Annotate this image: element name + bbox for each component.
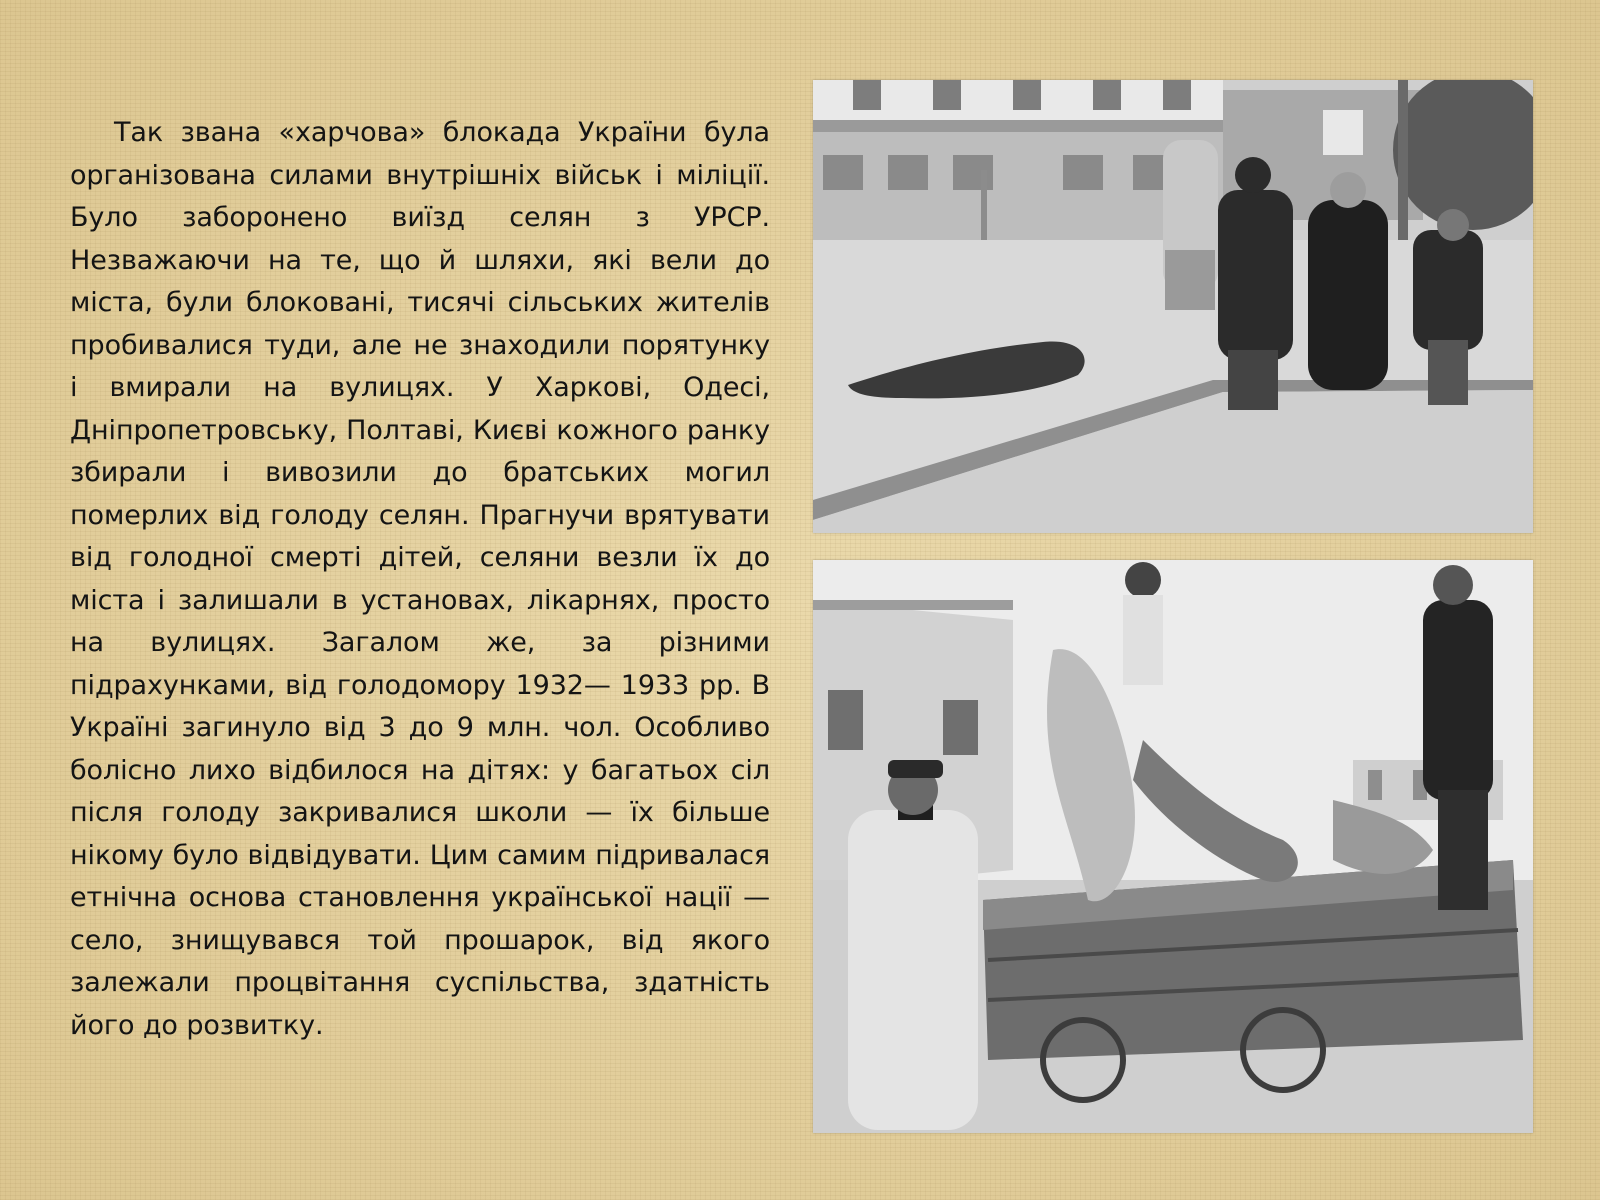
cart-scene-photo — [813, 560, 1533, 1133]
slide-body-text: Так звана «харчова» блокада України була організована силами внутрішніх військ і міліції. Було заборонено виїзд селян з УРСР. Незважаючи на те, що й шляхи, які вели до міста, були блоковані, тисячі сільських жителів пробивалися туди, але не знаходили порятунку і вмирали на вулицях. У Харкові, Одесі, Дніпропетровську, Полтаві, Києві кожного ранку збирали і вивозили до братських могил померлих від голоду селян. Прагнучи врятувати від голодної смерті дітей, селяни везли їх до міста і залишали в установах, лікарнях, просто на вулицях. Загалом же, за різними підрахунками, від голодомору 1932— 1933 рр. В Україні загинуло від 3 до 9 млн. чол. Особливо болісно лихо відбилося на дітях: у багатьох сіл після голоду закривалися школи — їх більше нікому було відвідувати. Цим самим підривалася етнічна основа становлення української нації — село, знищувався той прошарок, від якого залежали процвітання суспільства, здатність його до розвитку. — [70, 117, 770, 1041]
street-scene-photo — [813, 80, 1533, 533]
